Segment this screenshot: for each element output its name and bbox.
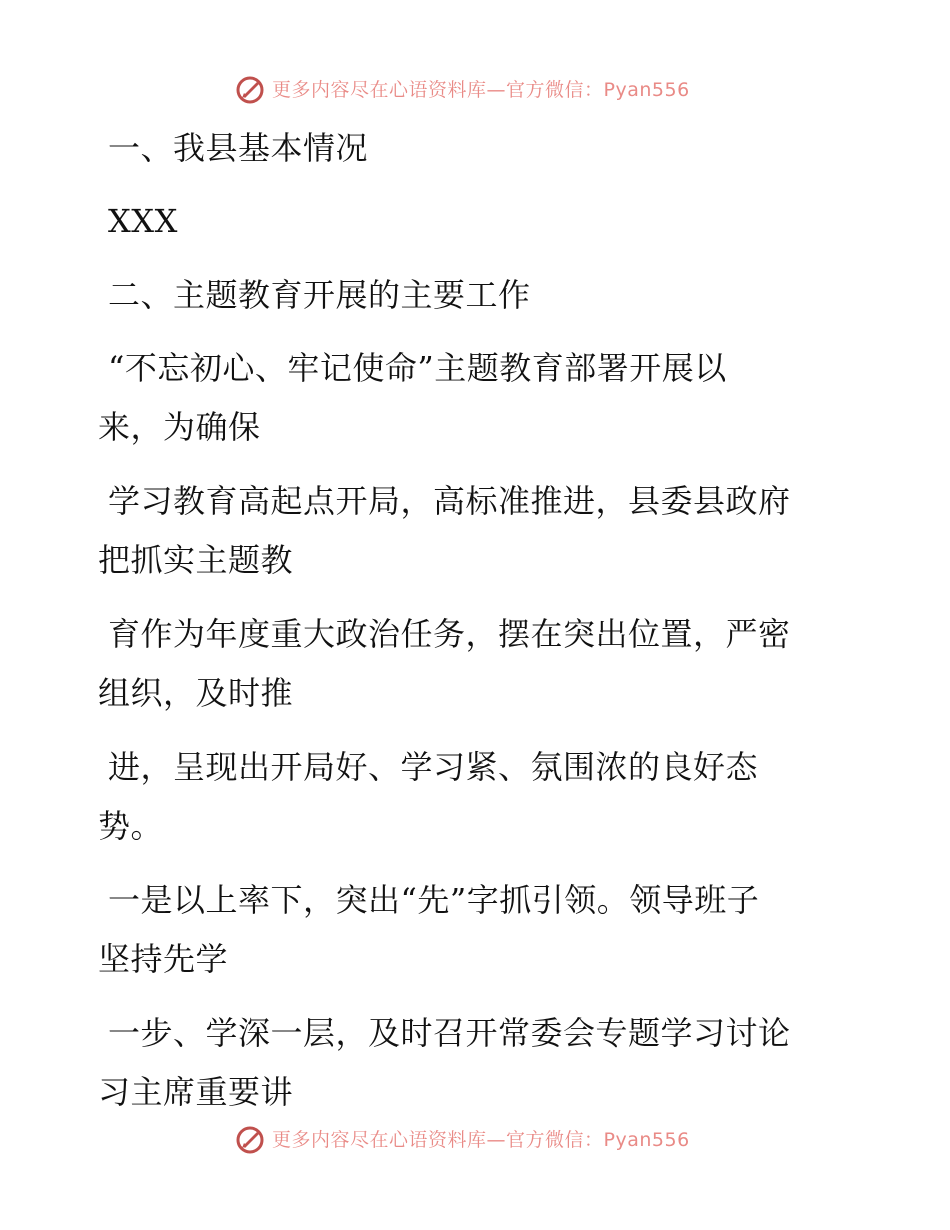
- header-watermark-text: 更多内容尽在心语资料库—官方微信：Pyan556: [272, 78, 690, 101]
- paragraph-line: 育作为年度重大政治任务，摆在突出位置，严密: [108, 615, 791, 653]
- paragraph-line: 习主席重要讲: [98, 1073, 294, 1111]
- paragraph-line: 一是以上率下，突出“先”字抓引领。领导班子: [108, 881, 760, 919]
- footer-watermark-text: 更多内容尽在心语资料库—官方微信：Pyan556: [272, 1128, 690, 1151]
- paragraph-line: 把抓实主题教: [98, 541, 294, 579]
- paragraph-line: 学习教育高起点开局，高标准推进，县委县政府: [108, 482, 791, 520]
- paragraph-line: 一步、学深一层，及时召开常委会专题学习讨论: [108, 1014, 791, 1052]
- footer-watermark: [234, 1120, 690, 1160]
- pen-logo-icon: [234, 1124, 266, 1156]
- paragraph-line: 来，为确保: [98, 408, 261, 446]
- paragraph-line: 组织，及时推: [98, 674, 294, 712]
- paragraph-line: 进，呈现出开局好、学习紧、氛围浓的良好态: [108, 748, 759, 786]
- placeholder-text: XXX: [108, 202, 178, 240]
- paragraph-line: 坚持先学: [98, 940, 229, 978]
- section-heading-main-work: 二、主题教育开展的主要工作: [108, 276, 531, 314]
- paragraph-line: 势。: [98, 807, 164, 845]
- paragraph-line: “不忘初心、牢记使命”主题教育部署开展以: [108, 349, 727, 387]
- section-heading-basic-situation: 一、我县基本情况: [108, 129, 369, 167]
